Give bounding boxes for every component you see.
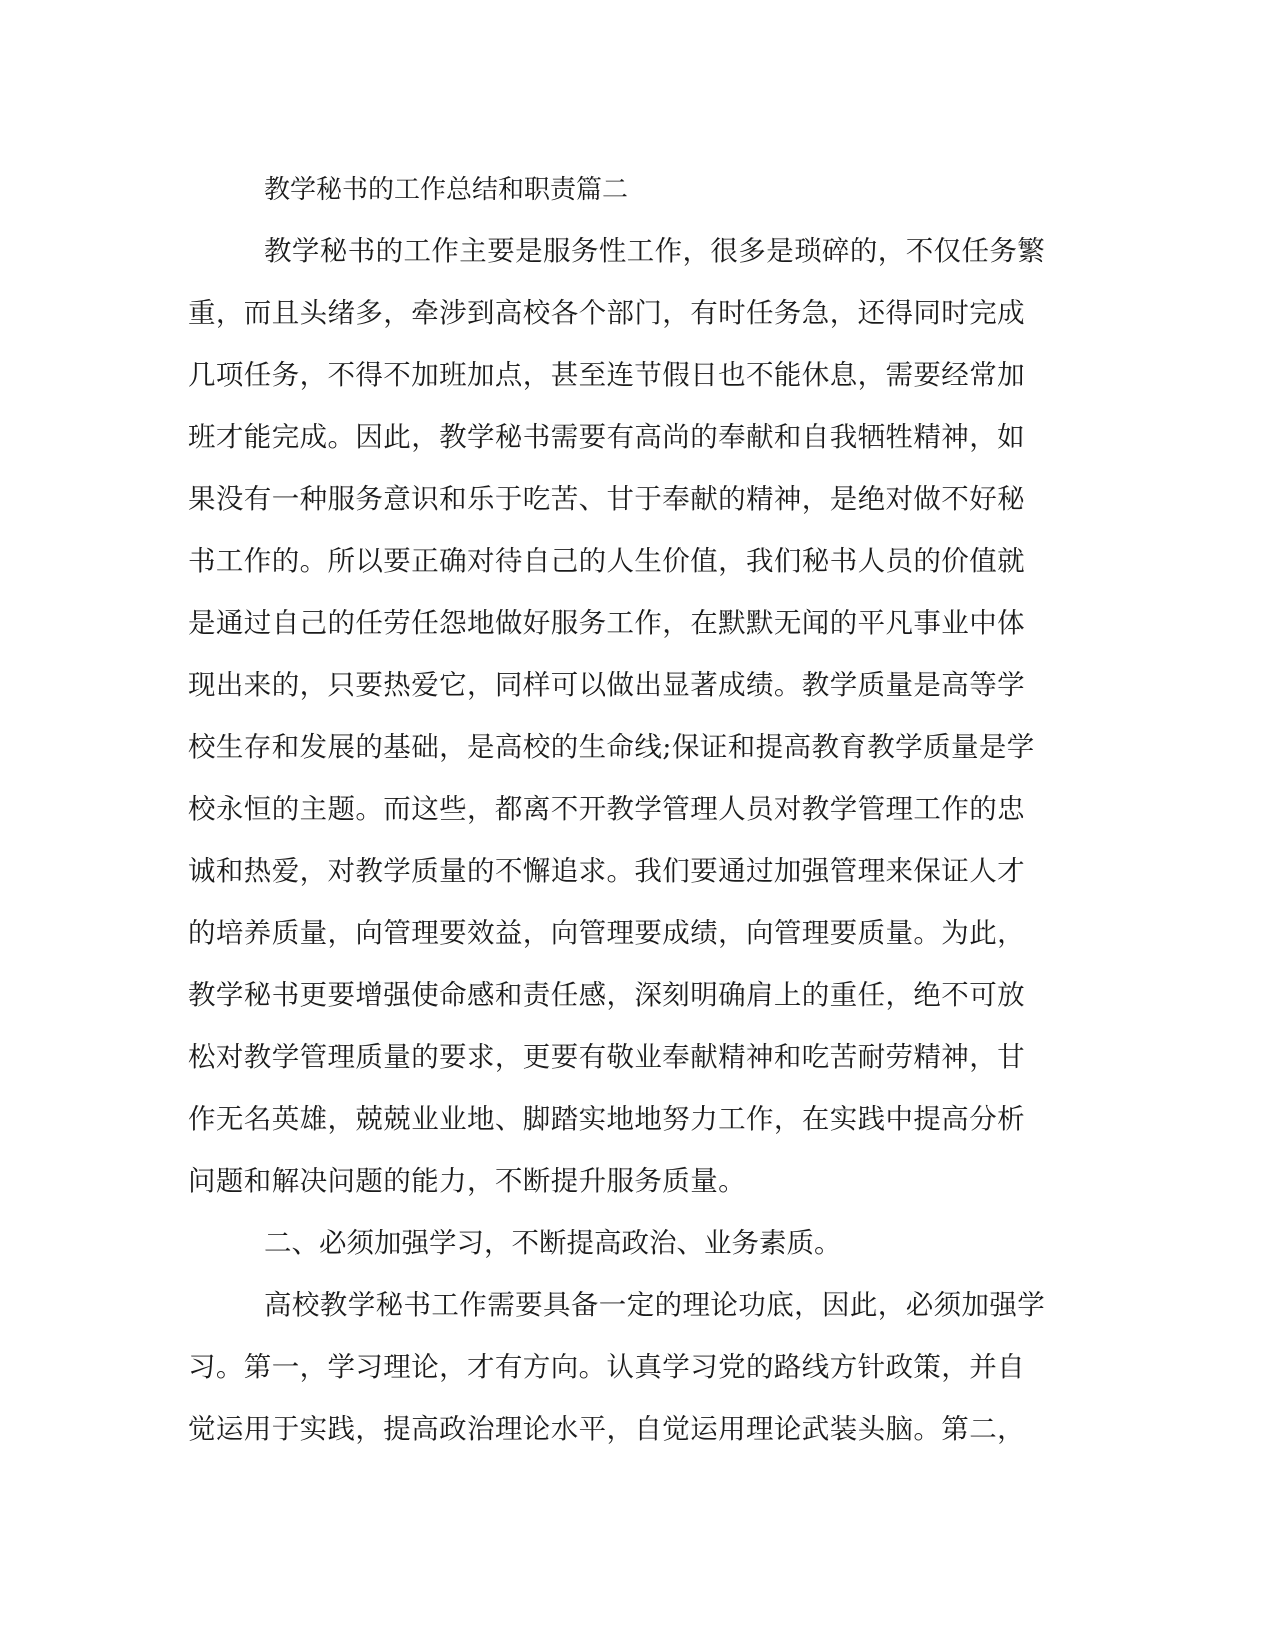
paragraph-1-line: 教学秘书更要增强使命感和责任感，深刻明确肩上的重任，绝不可放 bbox=[188, 979, 1025, 1011]
paragraph-1-line: 校生存和发展的基础，是高校的生命线;保证和提高教育教学质量是学 bbox=[188, 731, 1035, 763]
paragraph-1-line: 松对教学管理质量的要求，更要有敬业奉献精神和吃苦耐劳精神，甘 bbox=[188, 1041, 1025, 1073]
paragraph-1-line: 重，而且头绪多，牵涉到高校各个部门，有时任务急，还得同时完成 bbox=[188, 297, 1025, 329]
paragraph-2 bbox=[188, 1274, 1068, 1460]
paragraph-1-line: 班才能完成。因此，教学秘书需要有高尚的奉献和自我牺牲精神，如 bbox=[188, 421, 1025, 453]
paragraph-2-line: 觉运用于实践，提高政治理论水平，自觉运用理论武装头脑。第二， bbox=[188, 1413, 1025, 1445]
paragraph-1-line: 问题和解决问题的能力，不断提升服务质量。 bbox=[188, 1165, 746, 1197]
paragraph-2-line: 习。第一，学习理论，才有方向。认真学习党的路线方针政策，并自 bbox=[188, 1351, 1025, 1383]
paragraph-1 bbox=[188, 220, 1068, 1212]
paragraph-1-line: 校永恒的主题。而这些，都离不开教学管理人员对教学管理工作的忠 bbox=[188, 793, 1025, 825]
section-heading: 二、必须加强学习，不断提高政治、业务素质。 bbox=[264, 1227, 842, 1259]
paragraph-1-line: 书工作的。所以要正确对待自己的人生价值，我们秘书人员的价值就 bbox=[188, 545, 1025, 577]
paragraph-1-line: 现出来的，只要热爱它，同样可以做出显著成绩。教学质量是高等学 bbox=[188, 669, 1025, 701]
document-body bbox=[188, 160, 1068, 1460]
paragraph-1-line: 果没有一种服务意识和乐于吃苦、甘于奉献的精神，是绝对做不好秘 bbox=[188, 483, 1025, 515]
paragraph-1-line: 几项任务，不得不加班加点，甚至连节假日也不能休息，需要经常加 bbox=[188, 359, 1025, 391]
paragraph-2-line: 高校教学秘书工作需要具备一定的理论功底，因此，必须加强学 bbox=[264, 1289, 1046, 1321]
paragraph-1-line: 的培养质量，向管理要效益，向管理要成绩，向管理要质量。为此， bbox=[188, 917, 1025, 949]
document-title: 教学秘书的工作总结和职责篇二 bbox=[264, 175, 629, 205]
paragraph-1-line: 教学秘书的工作主要是服务性工作，很多是琐碎的，不仅任务繁 bbox=[264, 235, 1046, 267]
paragraph-1-line: 是通过自己的任劳任怨地做好服务工作，在默默无闻的平凡事业中体 bbox=[188, 607, 1025, 639]
paragraph-1-line: 诚和热爱，对教学质量的不懈追求。我们要通过加强管理来保证人才 bbox=[188, 855, 1025, 887]
paragraph-1-line: 作无名英雄，兢兢业业地、脚踏实地地努力工作，在实践中提高分析 bbox=[188, 1103, 1025, 1135]
